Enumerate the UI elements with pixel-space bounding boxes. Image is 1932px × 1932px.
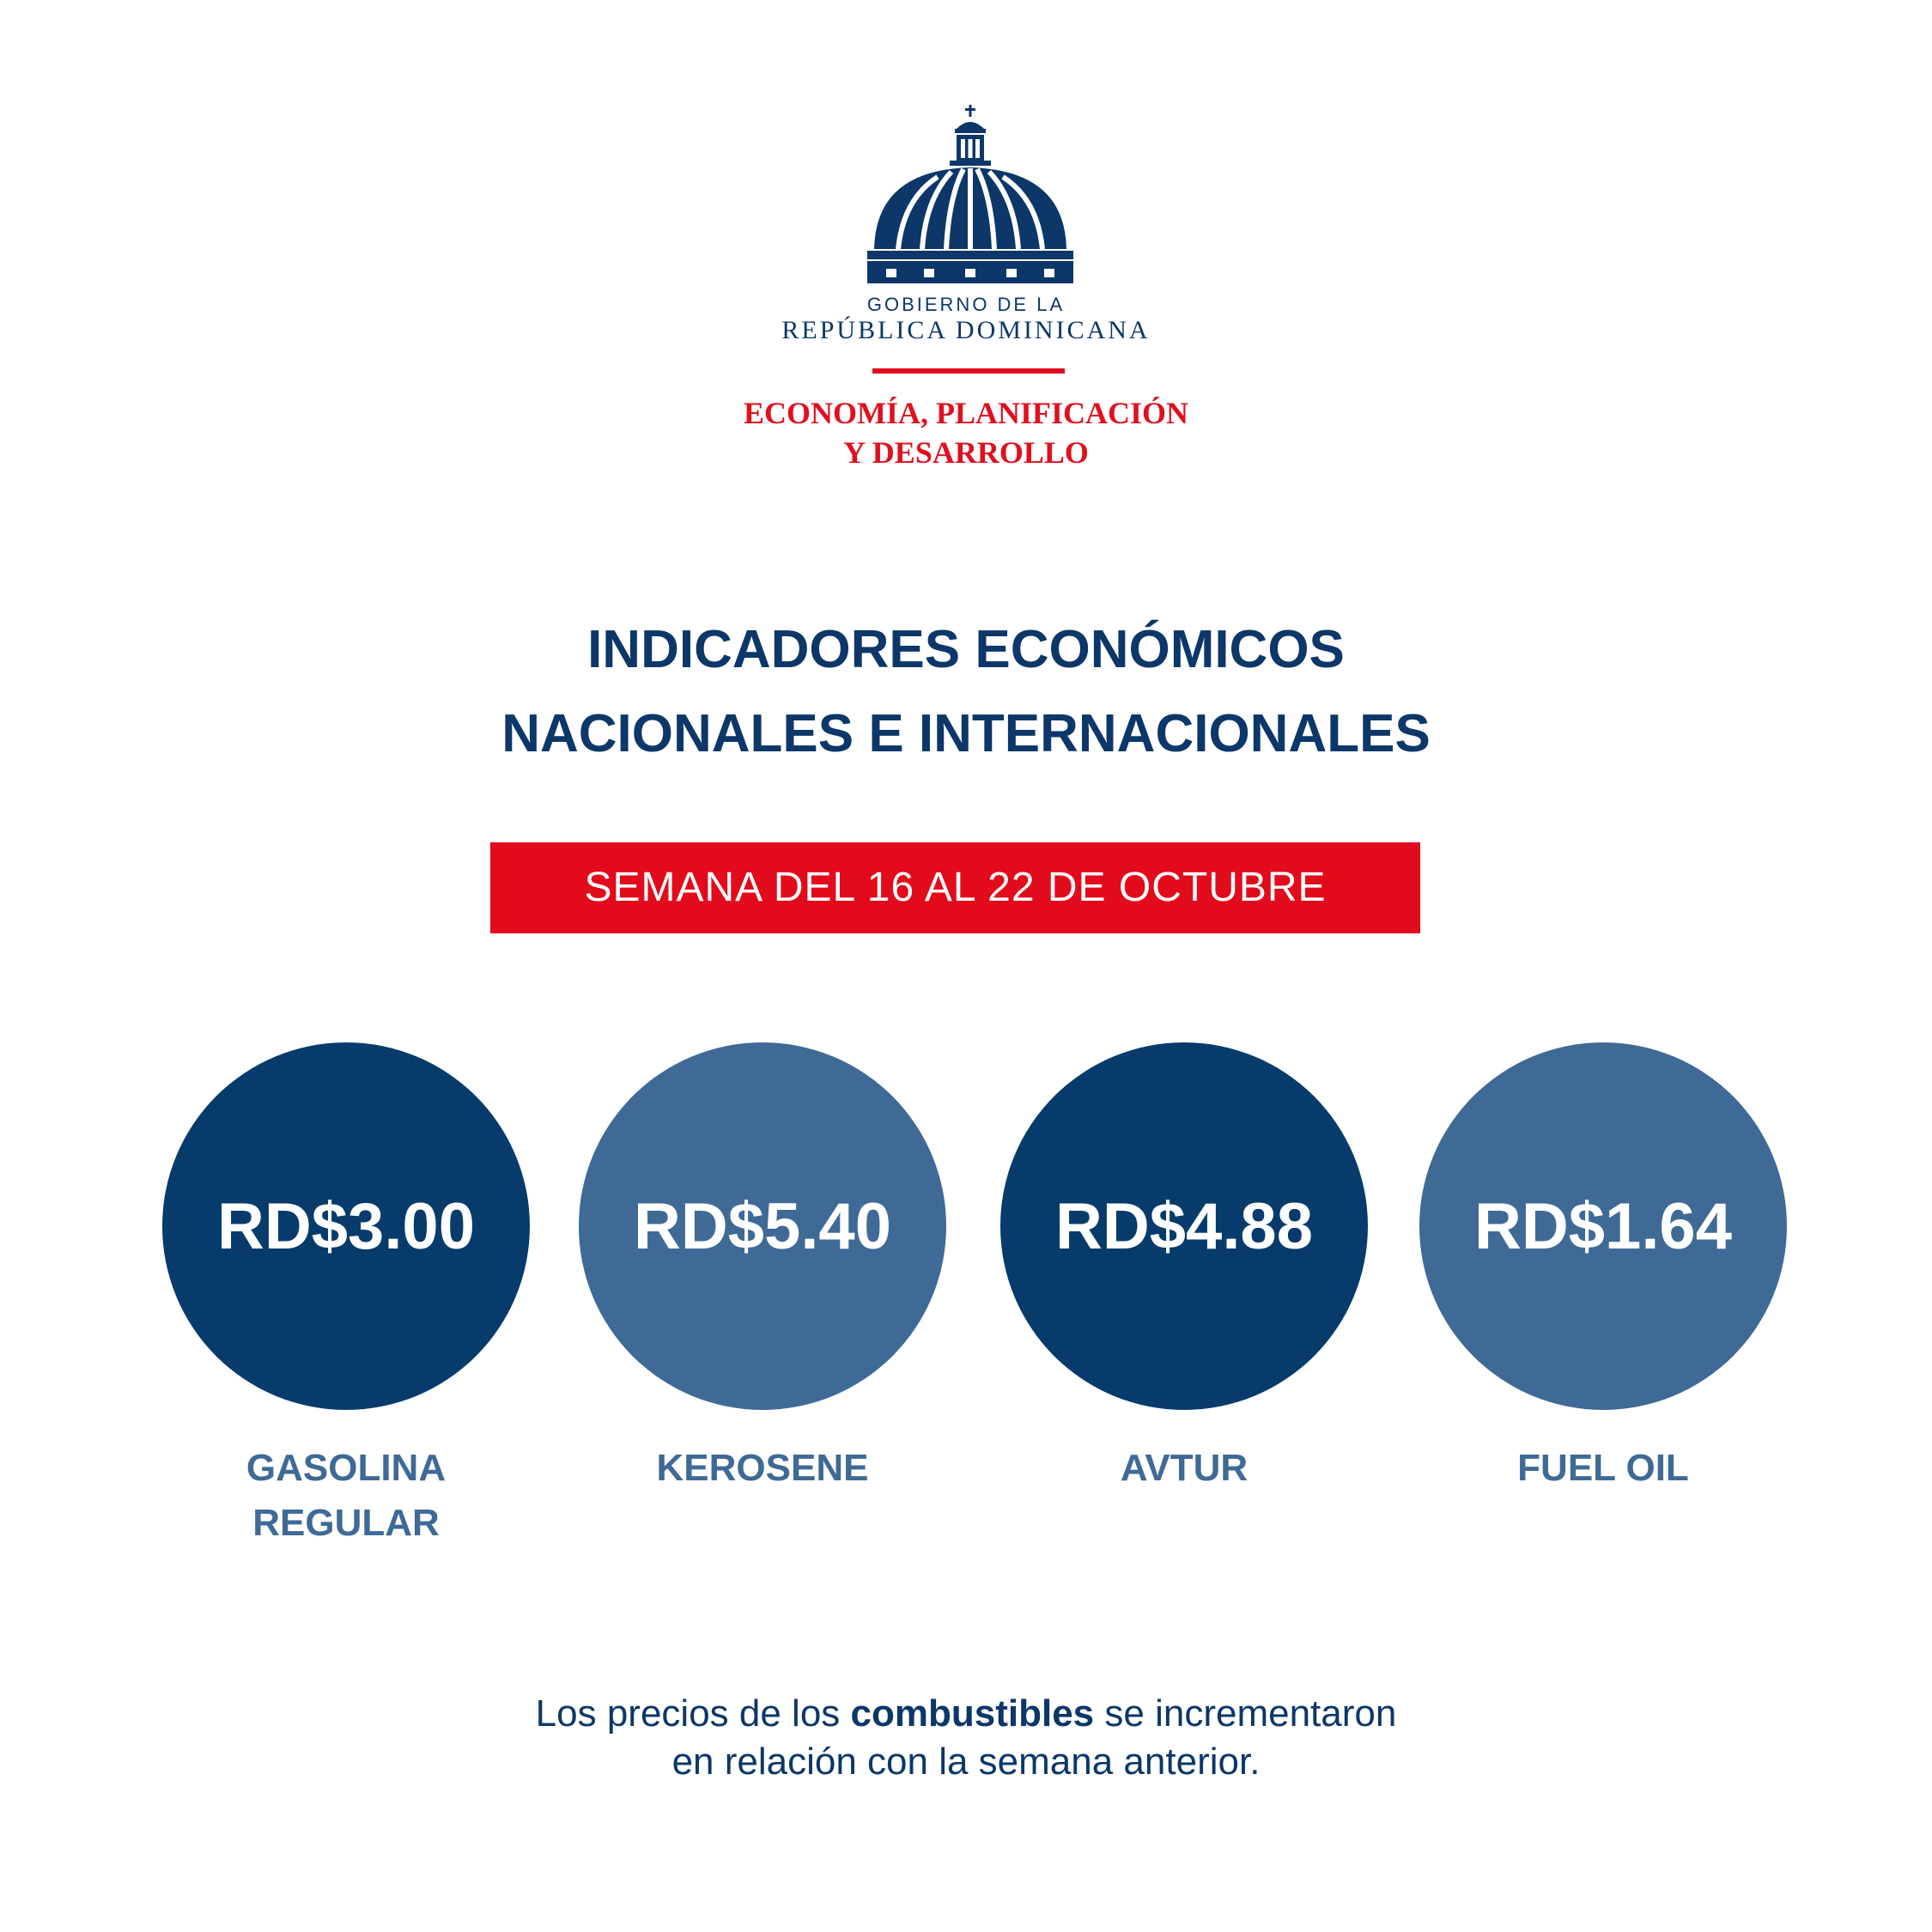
gasolina-label-line-2: REGULAR xyxy=(252,1502,440,1544)
footer-line-2: en relación con la semana anterior. xyxy=(671,1741,1261,1783)
gasolina-value-circle: RD$3.00 xyxy=(162,1042,530,1410)
footer-note xyxy=(0,1690,1932,1786)
title-line-1: INDICADORES ECONÓMICOS xyxy=(587,620,1345,679)
ministry-line-2: Y DESARROLLO xyxy=(843,435,1089,470)
government-label: GOBIERNO DE LA xyxy=(866,294,1066,315)
page-title xyxy=(0,608,1932,776)
avtur-label xyxy=(1000,1441,1368,1496)
logo-divider xyxy=(872,368,1065,374)
footer-text-after: se incrementaron xyxy=(1094,1692,1397,1735)
fuel-oil-label-line-1: FUEL OIL xyxy=(1517,1447,1689,1489)
footer-line-1 xyxy=(0,1690,1932,1738)
footer-text-before: Los precios de los xyxy=(535,1692,851,1735)
week-banner: SEMANA DEL 16 AL 22 DE OCTUBRE xyxy=(490,842,1420,933)
fuel-oil-label xyxy=(1419,1441,1787,1496)
kerosene-label xyxy=(579,1441,946,1496)
kerosene-value-circle: RD$5.40 xyxy=(579,1042,946,1410)
gasolina-label-line-1: GASOLINA xyxy=(246,1447,447,1489)
fuel-oil-value-circle: RD$1.64 xyxy=(1419,1042,1787,1410)
ministry-line-1: ECONOMÍA, PLANIFICACIÓN xyxy=(743,396,1188,430)
gasolina-label xyxy=(162,1441,530,1551)
title-line-2: NACIONALES E INTERNACIONALES xyxy=(501,704,1431,763)
footer-text-bold: combustibles xyxy=(850,1692,1095,1735)
avtur-label-line-1: AVTUR xyxy=(1120,1447,1249,1489)
ministry-name xyxy=(0,393,1932,472)
country-label: REPÚBLICA DOMINICANA xyxy=(781,316,1151,344)
kerosene-label-line-1: KEROSENE xyxy=(656,1447,869,1489)
government-logo xyxy=(0,0,1932,481)
avtur-value-circle: RD$4.88 xyxy=(1000,1042,1368,1410)
dome-icon xyxy=(867,103,1073,283)
